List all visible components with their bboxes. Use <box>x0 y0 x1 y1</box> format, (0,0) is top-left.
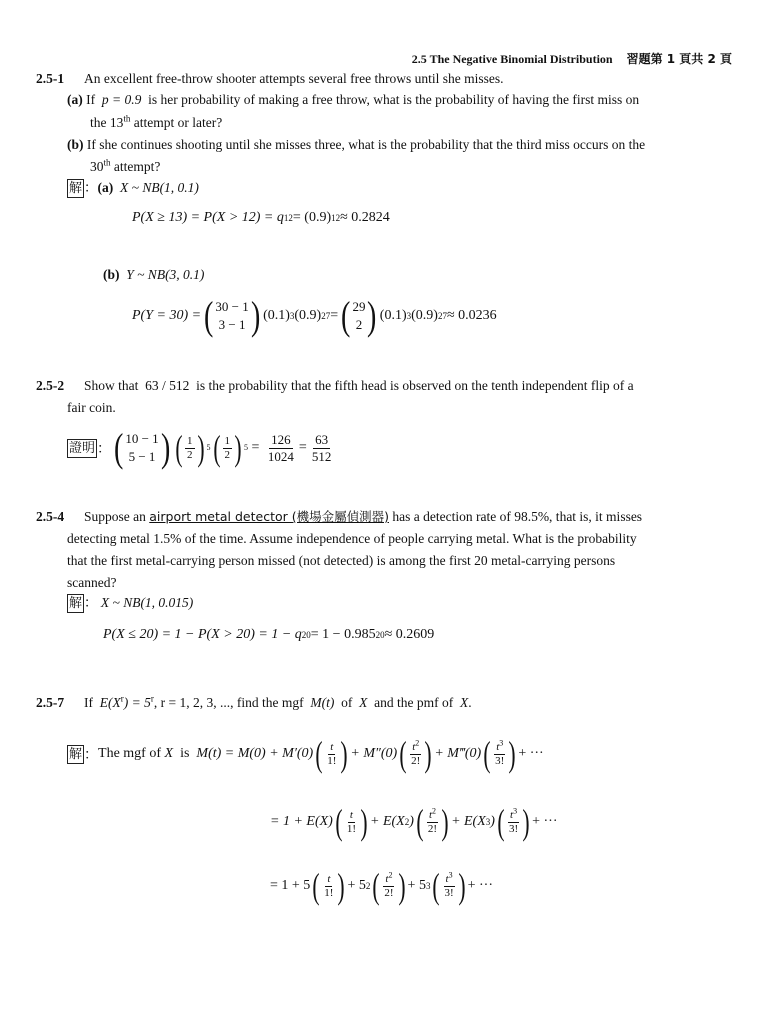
problem-2-5-4-line-4 <box>67 574 116 592</box>
distribution: X ~ NB(1, 0.1) <box>120 180 199 195</box>
equation-text: ) <box>409 814 414 829</box>
solution-b-header <box>103 266 204 284</box>
superscript: 2 <box>415 737 420 747</box>
distribution: X ~ NB(1, 0.015) <box>100 595 194 610</box>
problem-2-5-2-line-2 <box>67 399 116 417</box>
text: is the probability that the fifth head is observed on the tenth independent flip of a <box>196 378 634 393</box>
term-fraction: ( $\frac{t}{1!}$ ) <box>312 866 346 906</box>
equation-text: + E(X <box>451 814 486 829</box>
superscript: th <box>103 157 111 168</box>
math-inline: E(X <box>99 695 121 710</box>
text: of <box>341 695 353 710</box>
denominator: 2 <box>224 448 231 461</box>
page-counter: 習題第 1 頁共 2 頁 <box>626 52 732 66</box>
solution-2-5-4-header: 解 ： X ~ NB(1, 0.015) <box>69 595 194 611</box>
text: attempt? <box>113 159 161 174</box>
binom-top: 10 − 1 <box>125 431 159 446</box>
text: has a detection rate of 98.5%, that is, it misses <box>392 509 643 524</box>
problem-number: 2.5-2 <box>36 378 65 393</box>
problem-2-5-2 <box>36 377 634 395</box>
math-inline: X <box>459 695 469 710</box>
term-fraction: ( $\frac{t^3}{3!}$ ) <box>483 734 516 774</box>
binom-top: 30 − 1 <box>215 299 249 314</box>
denominator: 2! <box>411 754 421 767</box>
math-inline: ) = 5 <box>123 695 151 710</box>
equation-text: + M″(0) <box>350 746 398 761</box>
numerator: t <box>412 740 416 753</box>
denominator: 2! <box>384 886 394 899</box>
numerator: t <box>496 740 500 753</box>
denominator: 1! <box>346 822 356 835</box>
problem-2-5-7 <box>36 694 472 712</box>
part-label: (a) <box>67 92 83 107</box>
part-a-line-2 <box>90 114 222 132</box>
proof-box: 證明 <box>69 440 96 456</box>
solution-a-header: 解 ：(a) X ~ NB(1, 0.1) <box>69 180 199 196</box>
math-inline: M(t) <box>310 695 335 710</box>
problem-text: An excellent free-throw shooter attempts several free throws until she misses. <box>84 71 504 86</box>
superscript: 2 <box>388 869 393 879</box>
denominator: 1! <box>327 754 337 767</box>
page-header <box>412 50 732 67</box>
equation-text: = 1 − 0.985 <box>310 627 376 642</box>
numerator: t <box>510 808 514 821</box>
mgf-line-3: = 1 + 5 ( $\frac{t}{1!}$ ) + 5 2 ( $\frac{t^2}{2!}$ ) + 5 3 ( $\frac{t^3}{3!}$ ) + ··· <box>270 866 494 906</box>
superscript: 3 <box>499 737 504 747</box>
numerator: t <box>445 872 449 885</box>
equation-text: ≈ 0.2609 <box>384 627 435 642</box>
denominator: 512 <box>311 448 332 464</box>
binomial-coefficient: ( 30 − 1 3 − 1 ) <box>204 293 261 338</box>
math-inline: 63 / 512 <box>145 378 190 393</box>
denominator: 3! <box>444 886 454 899</box>
equation-text: (0.1) <box>263 308 290 323</box>
equation-text: = <box>330 308 339 323</box>
fraction <box>266 432 296 465</box>
superscript: 3 <box>513 805 518 815</box>
text: . <box>468 695 472 710</box>
term-fraction: ( $\frac{t^2}{2!}$ ) <box>416 802 449 842</box>
text: attempt or later? <box>133 115 223 130</box>
denominator: 2! <box>427 822 438 835</box>
equation-text: + E(X <box>370 814 405 829</box>
part-label: (b) <box>67 137 84 152</box>
text: 30 <box>90 159 104 174</box>
equation-text: P(X ≥ 13) = P(X > 12) = q <box>132 210 284 225</box>
equation-text: (0.1) <box>379 308 407 323</box>
part-b-line-2 <box>90 158 160 176</box>
numerator: t <box>428 808 432 821</box>
problem-2-5-4 <box>36 508 642 526</box>
equation-text: + 5 <box>347 878 366 893</box>
equation-text: + 5 <box>407 878 426 893</box>
equation-text: = 1 + 5 <box>270 878 311 893</box>
denominator: 1! <box>324 886 334 899</box>
term-fraction: ( $\frac{t^3}{3!}$ ) <box>497 802 530 842</box>
solution-box: 解 <box>69 596 83 611</box>
problem-2-5-1 <box>36 70 504 88</box>
equation-text: + M‴(0) <box>434 746 482 761</box>
equation-text: + ··· <box>467 878 494 893</box>
distribution: Y ~ NB(3, 0.1) <box>126 267 205 282</box>
underlined-term: airport metal detector (機場金屬偵測器) <box>149 509 389 524</box>
equation-text: ≈ 0.0236 <box>446 308 497 323</box>
superscript: r <box>150 693 154 704</box>
mgf-line-1: 解 ： The mgf of X is M(t) = M(0) + M′(0) ( $\frac{t}{1!}$ ) + M″(0) ( $\frac{t^2}{2!}$ ) + M‴(0) ( $\frac{t^3}{3!}$ ) + ··· <box>69 734 544 774</box>
binom-bottom: 2 <box>355 317 363 332</box>
denominator: 3! <box>508 822 519 835</box>
equation-b: P(Y = 30) = ( 30 − 1 3 − 1 ) (0.1) 3 (0.9) 27 = ( 29 2 ) (0.1) 3 (0.9) 27 ≈ 0.0236 <box>132 293 497 338</box>
numerator: t <box>349 808 353 821</box>
term-fraction: ( $\frac{t^3}{3!}$ ) <box>432 866 466 906</box>
fraction <box>310 432 334 465</box>
numerator: t <box>330 740 334 753</box>
part-a-line-1 <box>67 91 639 109</box>
equation-text: (0.9) <box>294 308 322 323</box>
text: is her probability of making a free throw, what is the probability of having the first miss on <box>148 92 640 107</box>
text: that the first metal-carrying person missed (not detected) is among the first 20 metal-carrying persons <box>67 553 616 568</box>
denominator: 3! <box>495 754 505 767</box>
numerator: t <box>385 872 389 885</box>
term-fraction: ( $\frac{t}{1!}$ ) <box>315 734 348 774</box>
term-fraction: ( $\frac{t^2}{2!}$ ) <box>372 866 406 906</box>
binomial-coefficient: ( 10 − 1 5 − 1 ) <box>114 425 171 470</box>
text: The mgf of <box>98 746 161 761</box>
binom-bottom: 3 − 1 <box>218 317 246 332</box>
numerator: 1 <box>224 434 231 447</box>
numerator: t <box>327 872 331 885</box>
denominator: 1024 <box>267 448 294 464</box>
problem-number: 2.5-1 <box>36 71 65 86</box>
equation-text: + ··· <box>518 746 544 761</box>
part-b-line-1 <box>67 136 645 154</box>
text: scanned? <box>67 575 117 590</box>
text: and the pmf of <box>374 695 454 710</box>
part-label: (a) <box>97 180 114 195</box>
term-fraction: ( $\frac{t}{1!}$ ) <box>335 802 368 842</box>
half-power: ( $\frac{1}{2}$ ) <box>212 428 242 468</box>
text: If <box>84 695 93 710</box>
binom-bottom: 5 − 1 <box>128 449 156 464</box>
denominator: 2 <box>187 448 193 461</box>
solution-box: 解 <box>69 181 83 196</box>
text: is <box>180 746 190 761</box>
text: Show that <box>84 378 139 393</box>
problem-2-5-4-line-2 <box>67 530 637 548</box>
math-inline: p = 0.9 <box>101 92 142 107</box>
superscript: 3 <box>448 869 453 879</box>
text: the 13 <box>90 115 124 130</box>
mgf-line-2: = 1 + E(X) ( $\frac{t}{1!}$ ) + E(X 2 ) ( $\frac{t^2}{2!}$ ) + E(X 3 ) ( $\frac{t^3}{3!}$ ) + ··· <box>270 802 558 842</box>
numerator: 63 <box>315 431 329 447</box>
math-inline: X <box>359 695 368 710</box>
math-inline: X <box>164 746 174 761</box>
binomial-coefficient: ( 29 2 ) <box>341 293 377 338</box>
equation-text: + ··· <box>532 814 558 829</box>
equation-a: P(X ≥ 13) = P(X > 12) = q 12 = (0.9) 12 ≈ 0.2824 <box>132 210 390 225</box>
proof-2-5-2: 證明 ： ( 10 − 1 5 − 1 ) ( $\frac{1}{2}$ ) 5 ( $\frac{1}{2}$ ) 5 = $\frac{126}{1024}$ = $\frac{63}{512}$ <box>69 425 332 470</box>
superscript: r <box>120 693 124 704</box>
problem-number: 2.5-7 <box>36 695 65 710</box>
equation-text: = 1 + E(X) <box>270 814 333 829</box>
equation-text: P(Y = 30) = <box>132 308 202 323</box>
solution-box: 解 <box>69 746 83 762</box>
equation-text: (0.9) <box>411 308 438 323</box>
text: If <box>86 92 96 107</box>
term-fraction: ( $\frac{t^2}{2!}$ ) <box>399 734 432 774</box>
problem-2-5-4-line-3 <box>67 552 615 570</box>
numerator: 126 <box>271 431 291 447</box>
half-power: ( $\frac{1}{2}$ ) <box>175 428 205 468</box>
text: Suppose an <box>84 509 146 524</box>
part-label: (b) <box>103 267 120 282</box>
text: If she continues shooting until she misses three, what is the probability that the third miss occurs on the <box>86 137 646 152</box>
equation-text: M(t) = M(0) + M′(0) <box>196 746 314 761</box>
equation-text: = (0.9) <box>292 210 332 225</box>
problem-number: 2.5-4 <box>36 509 65 524</box>
section-title: 2.5 The Negative Binomial Distribution <box>411 52 613 66</box>
equation-text: ≈ 0.2824 <box>340 210 390 225</box>
equation-2-5-4: P(X ≤ 20) = 1 − P(X > 20) = 1 − q 20 = 1 − 0.985 20 ≈ 0.2609 <box>103 627 435 642</box>
equation-text: P(X ≤ 20) = 1 − P(X > 20) = 1 − q <box>103 627 302 642</box>
superscript: th <box>123 113 131 124</box>
superscript: 2 <box>432 805 436 815</box>
text: , r = 1, 2, 3, ..., find the mgf <box>153 695 304 710</box>
text: detecting metal 1.5% of the time. Assume independence of people carrying metal. What is the probability <box>67 531 637 546</box>
binom-top: 29 <box>352 299 366 314</box>
text: fair coin. <box>67 400 116 415</box>
equation-text: ) <box>490 814 495 829</box>
numerator: 1 <box>187 434 193 447</box>
